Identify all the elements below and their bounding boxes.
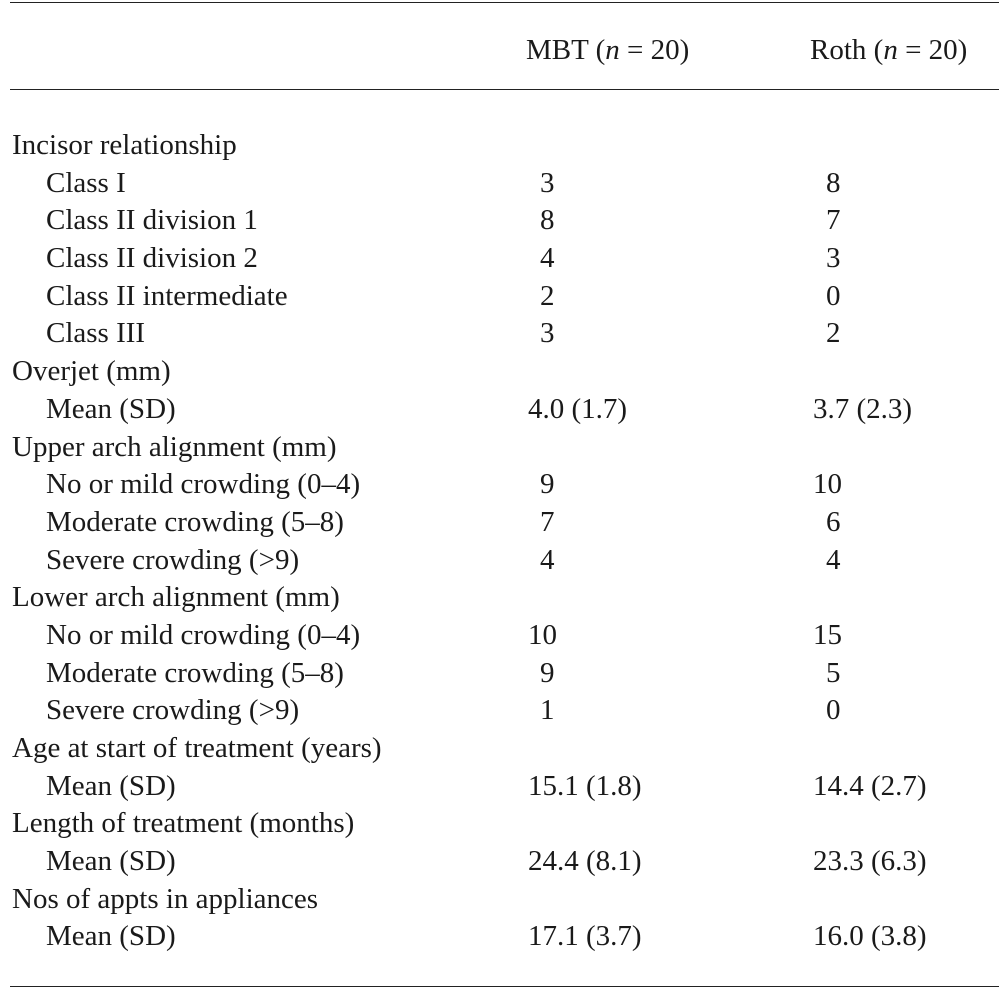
roth-value: 0 [826, 279, 841, 312]
table-row [0, 917, 999, 955]
table-bottom-rule [10, 986, 999, 987]
row-label: Mean (SD) [46, 920, 176, 953]
mbt-value: 3 [540, 317, 555, 350]
mbt-value: 8 [540, 204, 555, 237]
column-header-mbt [526, 28, 689, 72]
row-label: Length of treatment (months) [12, 807, 355, 840]
roth-value: 15 [813, 618, 842, 651]
row-label: Mean (SD) [46, 392, 176, 425]
mbt-value: 9 [540, 468, 555, 501]
mbt-value: 17.1 (3.7) [528, 920, 642, 953]
row-label: Severe crowding (>9) [46, 694, 300, 727]
row-label: Class I [46, 166, 126, 199]
roth-value: 16.0 (3.8) [813, 920, 927, 953]
row-label: Severe crowding (>9) [46, 543, 300, 576]
mbt-value: 10 [528, 618, 557, 651]
roth-value: 3.7 (2.3) [813, 392, 913, 425]
row-label: Class III [46, 317, 146, 350]
table-row [0, 578, 999, 616]
table-row [0, 729, 999, 767]
roth-value: 7 [826, 204, 841, 237]
mbt-header-n: n [605, 34, 620, 66]
roth-header-prefix: Roth ( [810, 34, 884, 66]
table-header-rule [10, 89, 999, 90]
mbt-value: 7 [540, 505, 555, 538]
row-label: Class II intermediate [46, 279, 288, 312]
table-row [0, 201, 999, 239]
table-row [0, 164, 999, 202]
row-label: Moderate crowding (5–8) [46, 656, 344, 689]
row-label: No or mild crowding (0–4) [46, 468, 361, 501]
mbt-value: 3 [540, 166, 555, 199]
mbt-value: 15.1 (1.8) [528, 769, 642, 802]
roth-value: 4 [826, 543, 841, 576]
mbt-value: 2 [540, 279, 555, 312]
roth-value: 2 [826, 317, 841, 350]
mbt-value: 1 [540, 694, 555, 727]
roth-value: 0 [826, 694, 841, 727]
mbt-value: 9 [540, 656, 555, 689]
row-label: Incisor relationship [12, 129, 237, 161]
mbt-header-prefix: MBT ( [526, 34, 606, 66]
row-label: Moderate crowding (5–8) [46, 505, 344, 538]
table-row [0, 691, 999, 729]
row-label: Class II division 2 [46, 242, 258, 275]
table-row [0, 804, 999, 842]
roth-value: 8 [826, 166, 841, 199]
table-row [0, 654, 999, 692]
mbt-value: 4 [540, 543, 555, 576]
row-label: Class II division 1 [46, 204, 258, 237]
column-header-roth [810, 28, 967, 72]
table-row [0, 428, 999, 466]
table-row [0, 767, 999, 805]
row-label: No or mild crowding (0–4) [46, 618, 361, 651]
mbt-value: 4.0 (1.7) [528, 392, 628, 425]
table-row [0, 842, 999, 880]
table-row [0, 880, 999, 918]
roth-value: 6 [826, 505, 841, 538]
row-label: Nos of appts in appliances [12, 882, 319, 915]
mbt-header-suffix: = 20) [619, 34, 690, 66]
table-top-rule [10, 2, 999, 3]
row-label: Mean (SD) [46, 845, 176, 878]
row-label: Upper arch alignment (mm) [12, 430, 337, 463]
table-row [0, 541, 999, 579]
row-label: Age at start of treatment (years) [12, 732, 382, 764]
mbt-value: 24.4 (8.1) [528, 845, 642, 878]
table-row [0, 277, 999, 315]
table-row [0, 390, 999, 428]
roth-header-suffix: = 20) [897, 34, 968, 66]
roth-value: 14.4 (2.7) [813, 769, 927, 802]
roth-header-n: n [883, 34, 898, 66]
roth-value: 3 [826, 242, 841, 275]
table-row [0, 239, 999, 277]
row-label: Overjet (mm) [12, 355, 171, 388]
table-row [0, 352, 999, 390]
table-row [0, 616, 999, 654]
roth-value: 10 [813, 468, 842, 501]
table-row [0, 465, 999, 503]
table-row [0, 126, 999, 164]
row-label: Mean (SD) [46, 769, 176, 802]
mbt-value: 4 [540, 242, 555, 275]
roth-value: 5 [826, 656, 841, 689]
table-row [0, 314, 999, 352]
roth-value: 23.3 (6.3) [813, 845, 927, 878]
row-label: Lower arch alignment (mm) [12, 581, 340, 614]
table-body [0, 126, 999, 955]
table-row [0, 503, 999, 541]
